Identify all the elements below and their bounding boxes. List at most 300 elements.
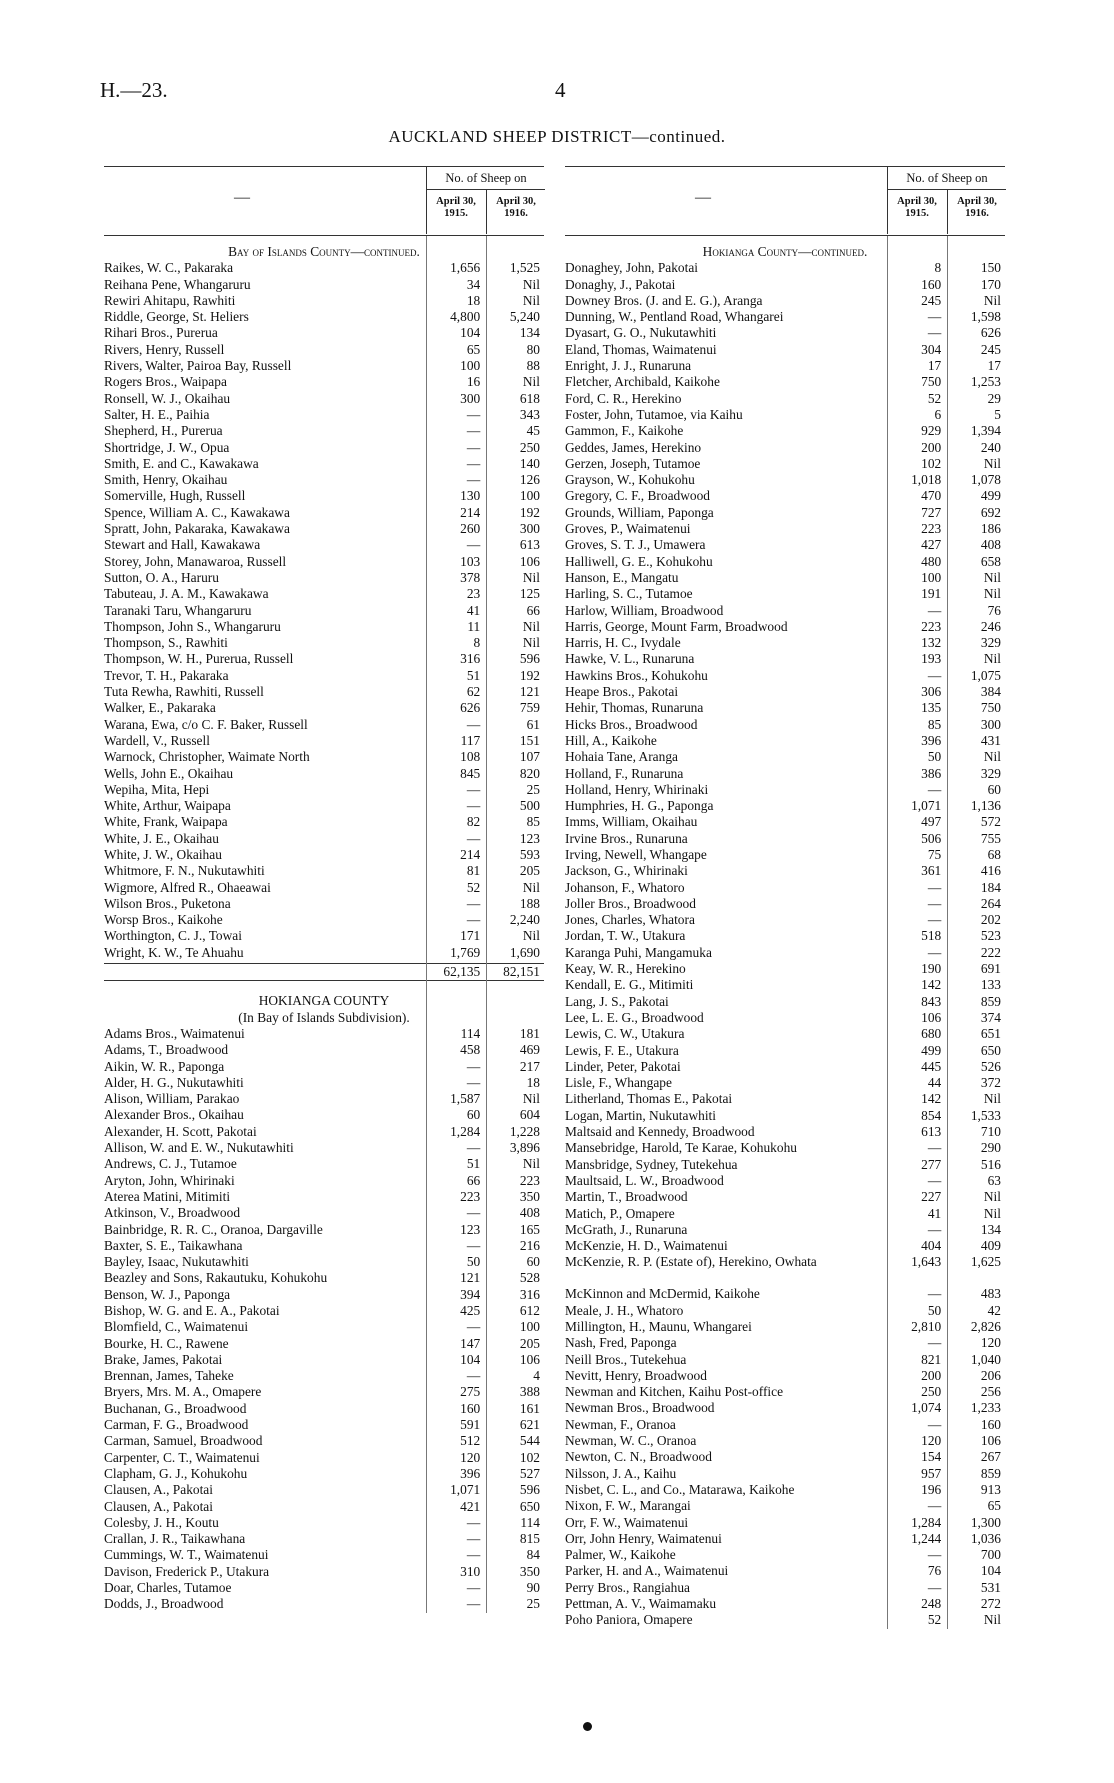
sheep-1915: 396: [460, 1465, 481, 1481]
entry-name: Hokianga County—continued.: [702, 244, 868, 259]
sheep-1915: 51: [466, 667, 481, 683]
sheep-1915: —: [927, 1547, 942, 1563]
sheep-1915: 104: [460, 325, 481, 341]
sheep-1915: 843: [921, 993, 942, 1009]
sheep-1916: 1,625: [970, 1254, 1001, 1270]
entry-name: Poho Paniora, Omapere: [565, 1612, 693, 1628]
sheep-1916: Nil: [522, 276, 540, 292]
sheep-1916: 100: [519, 1319, 540, 1335]
entry-name: White, Arthur, Waipapa: [104, 798, 231, 814]
table-row: [565, 1140, 1005, 1156]
entry-name: Nash, Fred, Paponga: [565, 1335, 677, 1351]
entry-name: Johanson, F., Whatoro: [565, 879, 685, 895]
sheep-1915: 50: [927, 749, 942, 765]
entry-name: Worthington, C. J., Towai: [104, 928, 242, 944]
sheep-1916: 1,078: [970, 472, 1001, 488]
sheep-1915: 65: [466, 341, 481, 357]
entry-name: Cummings, W. T., Waimatenui: [104, 1547, 269, 1563]
sheep-1915: 142: [921, 977, 942, 993]
sheep-1915: 160: [460, 1400, 481, 1416]
entry-name: Mansebridge, Harold, Te Karae, Kohukohu: [565, 1140, 797, 1156]
entry-name: Newton, C. N., Broadwood: [565, 1449, 712, 1465]
entry-name: Salter, H. E., Paihia: [104, 406, 210, 422]
entry-name: Lee, L. E. G., Broadwood: [565, 1009, 704, 1025]
sheep-1916: Nil: [522, 635, 540, 651]
entry-name: Aikin, W. R., Paponga: [104, 1058, 225, 1074]
sheep-1916: 650: [519, 1498, 540, 1514]
sheep-1915: 23: [466, 586, 481, 602]
sheep-1915: 8: [934, 260, 942, 276]
sheep-1916: 1,136: [970, 798, 1001, 814]
entry-name: Adams Bros., Waimatenui: [104, 1025, 245, 1041]
sheep-1915: 248: [921, 1596, 942, 1612]
sheep-1915: 51: [466, 1156, 481, 1172]
entry-name: Colesby, J. H., Koutu: [104, 1514, 219, 1530]
sheep-1915: —: [466, 1596, 481, 1612]
table-row: [565, 863, 1005, 879]
sheep-1915: 427: [921, 537, 942, 553]
entry-name: Walker, E., Pakaraka: [104, 700, 216, 716]
sheep-1916: 290: [980, 1140, 1001, 1156]
entry-name: Kendall, E. G., Mitimiti: [565, 977, 694, 993]
sheep-1916: 1,075: [970, 667, 1001, 683]
table-row: [565, 488, 1005, 504]
sheep-1916: Nil: [522, 1156, 540, 1172]
sheep-1916: 121: [519, 684, 540, 700]
table-row: [104, 521, 544, 537]
entry-name: Ford, C. R., Herekino: [565, 390, 682, 406]
entry-name: Wardell, V., Russell: [104, 732, 210, 748]
entry-name: Fletcher, Archibald, Kaikohe: [565, 374, 720, 390]
sheep-1915: 66: [466, 1172, 481, 1188]
sheep-1915: 114: [460, 1025, 481, 1041]
entry-name: Tabuteau, J. A. M., Kawakawa: [104, 586, 269, 602]
sheep-1916: 18: [526, 1074, 540, 1090]
sheep-1915: 223: [921, 618, 942, 634]
sheep-1915: 306: [921, 684, 942, 700]
table-row: [104, 1384, 544, 1400]
table-row: [565, 684, 1005, 700]
table-row: [565, 358, 1005, 374]
entry-name: Harris, H. C., Ivydale: [565, 635, 681, 651]
sheep-1915: 304: [921, 341, 942, 357]
table-row: [565, 1612, 1005, 1628]
entry-name: Bay of Islands County—continued.: [228, 244, 420, 259]
entry-name: Grounds, William, Paponga: [565, 504, 714, 520]
sheep-1916: 106: [519, 1351, 540, 1367]
sheep-1916: 216: [519, 1237, 540, 1253]
sheep-1916: 264: [980, 895, 1001, 911]
entry-name: Linder, Peter, Pakotai: [565, 1058, 681, 1074]
page-number: 4: [555, 78, 566, 102]
table-row: [104, 945, 544, 961]
table-row: [104, 1026, 544, 1042]
entry-name: Baxter, S. E., Taikawhana: [104, 1237, 243, 1253]
sheep-1916: 240: [980, 439, 1001, 455]
sheep-1915: 512: [460, 1433, 481, 1449]
sheep-1915: —: [466, 781, 481, 797]
sheep-1916: Nil: [983, 1612, 1001, 1628]
sheep-1916: 691: [980, 961, 1001, 977]
sheep-1916: Nil: [522, 569, 540, 585]
sheep-1915: 82: [466, 814, 481, 830]
sheep-1915: 396: [921, 732, 942, 748]
table-header: [565, 166, 1005, 236]
sheep-1916: 267: [980, 1449, 1001, 1465]
sheep-1915: —: [927, 309, 942, 325]
sheep-1916: 483: [980, 1286, 1001, 1302]
sheep-1915: 196: [921, 1481, 942, 1497]
header-date-1916: April 30, 1916.: [486, 190, 545, 234]
table-row: [565, 456, 1005, 472]
sheep-1916: 750: [980, 700, 1001, 716]
sheep-1916: 25: [526, 1596, 540, 1612]
table-row: [565, 1400, 1005, 1416]
sheep-1916: 3,896: [509, 1140, 540, 1156]
table-row: [104, 1319, 544, 1335]
table-row: [565, 1449, 1005, 1465]
sheep-1916: 409: [980, 1238, 1001, 1254]
sheep-1916: 350: [519, 1188, 540, 1204]
sheep-1916: 45: [526, 423, 540, 439]
entry-name: Raikes, W. C., Pakaraka: [104, 260, 234, 276]
entry-name: Rivers, Walter, Pairoa Bay, Russell: [104, 358, 292, 374]
entry-name: Crallan, J. R., Taikawhana: [104, 1531, 246, 1547]
entry-name: Wells, John E., Okaihau: [104, 765, 234, 781]
table-row: [104, 293, 544, 309]
entry-name: Pettman, A. V., Waimamaku: [565, 1596, 717, 1612]
sheep-1915: 160: [921, 276, 942, 292]
sheep-1916: 528: [519, 1270, 540, 1286]
table-row: [565, 749, 1005, 765]
entry-name: Buchanan, G., Broadwood: [104, 1400, 247, 1416]
table-row: [565, 537, 1005, 553]
entry-name: Bourke, H. C., Rawene: [104, 1335, 229, 1351]
sheep-1915: —: [466, 1547, 481, 1563]
sheep-1915: 518: [921, 928, 942, 944]
entry-name: Neill Bros., Tutekehua: [565, 1351, 687, 1367]
sheep-1915: —: [466, 439, 481, 455]
section-heading: [104, 993, 544, 1009]
table-row: [104, 1336, 544, 1352]
entry-name: Jackson, G., Whirinaki: [565, 863, 688, 879]
sheep-1916: 246: [980, 618, 1001, 634]
sheep-1915: 171: [460, 928, 481, 944]
entry-name: Nisbet, C. L., and Co., Matarawa, Kaikohe: [565, 1481, 795, 1497]
entry-name: Allison, W. and E. W., Nukutawhiti: [104, 1140, 294, 1156]
entry-name: White, Frank, Waipapa: [104, 814, 228, 830]
sheep-1915: 117: [460, 732, 481, 748]
sheep-1915: 41: [927, 1205, 942, 1221]
table-row: [565, 1206, 1005, 1222]
table-row: [104, 358, 544, 374]
sheep-1915: 1,656: [450, 260, 481, 276]
entry-name: Martin, T., Broadwood: [565, 1189, 688, 1205]
sheep-1916: 1,598: [970, 309, 1001, 325]
sheep-1915: 62: [466, 684, 481, 700]
header-dash: —: [695, 189, 711, 206]
left-table-body: [104, 236, 544, 1613]
sheep-1916: 300: [519, 521, 540, 537]
entry-name: Jordan, T. W., Utakura: [565, 928, 686, 944]
table-row: [104, 1531, 544, 1547]
sheep-1915: 275: [460, 1384, 481, 1400]
sheep-1915: 499: [921, 1042, 942, 1058]
entry-name: Carman, F. G., Broadwood: [104, 1417, 249, 1433]
sheep-1916: Nil: [522, 374, 540, 390]
table-row: [104, 896, 544, 912]
sheep-1916: Nil: [522, 618, 540, 634]
table-row: [104, 1173, 544, 1189]
table-row: [565, 700, 1005, 716]
sheep-1916: 384: [980, 684, 1001, 700]
page-reference: H.—23.: [100, 78, 168, 102]
sheep-1915: 404: [921, 1238, 942, 1254]
sheep-1915: 250: [921, 1384, 942, 1400]
sheep-1916: 755: [980, 830, 1001, 846]
sheep-1915: 957: [921, 1465, 942, 1481]
table-row: [565, 1303, 1005, 1319]
table-row: [565, 1075, 1005, 1091]
sheep-1915: —: [466, 1368, 481, 1384]
sheep-1916: 859: [980, 1465, 1001, 1481]
sheep-1915: 214: [460, 504, 481, 520]
sheep-1916: 106: [519, 553, 540, 569]
entry-name: Lisle, F., Whangape: [565, 1075, 672, 1091]
sheep-1915: —: [927, 895, 942, 911]
entry-name: Davison, Frederick P., Utakura: [104, 1563, 270, 1579]
sheep-1916: 408: [980, 537, 1001, 553]
sheep-1916: 612: [519, 1303, 540, 1318]
entry-name: Lang, J. S., Pakotai: [565, 993, 669, 1009]
sheep-1916: 544: [519, 1433, 540, 1449]
entry-name: Smith, Henry, Okaihau: [104, 472, 228, 488]
sheep-1916: 76: [987, 602, 1001, 618]
sheep-1916: 531: [980, 1579, 1001, 1595]
table-row: [104, 1222, 544, 1238]
sheep-1915: —: [927, 667, 942, 683]
table-row: [104, 717, 544, 733]
sheep-1916: 133: [980, 977, 1001, 993]
sheep-1916: 192: [519, 504, 540, 520]
sheep-1916: 68: [987, 846, 1001, 862]
table-row: [104, 407, 544, 423]
sheep-1916: 82,151: [503, 964, 540, 980]
table-row: [565, 1010, 1005, 1026]
entry-name: Adams, T., Broadwood: [104, 1042, 229, 1058]
table-row: [565, 277, 1005, 293]
entry-name: (In Bay of Islands Subdivision).: [238, 1009, 410, 1025]
entry-name: Alexander Bros., Okaihau: [104, 1107, 244, 1123]
entry-name: McGrath, J., Runaruna: [565, 1221, 688, 1237]
sheep-1916: 272: [980, 1596, 1001, 1612]
table-row: [104, 733, 544, 749]
table-row: [565, 586, 1005, 602]
sheep-1916: 618: [519, 390, 540, 406]
sheep-1915: —: [927, 602, 942, 618]
entry-name: Irvine Bros., Runaruna: [565, 830, 688, 846]
table-row: [104, 505, 544, 521]
entry-name: Thompson, John S., Whangaruru: [104, 618, 281, 634]
page-title: AUCKLAND SHEEP DISTRICT—continued.: [388, 127, 726, 146]
sheep-1916: 329: [980, 635, 1001, 651]
sheep-1915: 750: [921, 374, 942, 390]
entry-name: Bayley, Isaac, Nukutawhiti: [104, 1254, 249, 1270]
sheep-1915: —: [466, 716, 481, 732]
table-row: [565, 766, 1005, 782]
sheep-1916: Nil: [983, 455, 1001, 471]
sheep-1915: 727: [921, 504, 942, 520]
table-row: [565, 1498, 1005, 1514]
header-date-1915: April 30, 1915.: [887, 190, 946, 234]
entry-name: Wepiha, Mita, Hepi: [104, 781, 210, 797]
table-row: [565, 1026, 1005, 1042]
sheep-1916: 815: [519, 1531, 540, 1547]
entry-name: Doar, Charles, Tutamoe: [104, 1580, 232, 1596]
table-row: [565, 1335, 1005, 1351]
entry-name: Atkinson, V., Broadwood: [104, 1205, 241, 1221]
entry-name: Alison, William, Parakao: [104, 1091, 240, 1107]
sheep-1915: 1,244: [911, 1530, 942, 1546]
entry-name: Smith, E. and C., Kawakawa: [104, 455, 259, 471]
entry-name: McKenzie, R. P. (Estate of), Herekino, Owhata: [565, 1254, 817, 1270]
sheep-1915: 17: [927, 358, 942, 374]
sheep-1915: 1,643: [911, 1254, 942, 1270]
table-row: [565, 651, 1005, 667]
entry-name: Dyasart, G. O., Nukutawhiti: [565, 325, 717, 341]
sheep-1916: 626: [980, 325, 1001, 341]
sheep-1916: 913: [980, 1481, 1001, 1497]
sheep-1915: —: [927, 1140, 942, 1156]
sheep-1916: 526: [980, 1058, 1001, 1074]
entry-name: Mansbridge, Sydney, Tutekehua: [565, 1156, 738, 1172]
sheep-1916: 100: [519, 488, 540, 504]
sheep-1916: 692: [980, 504, 1001, 520]
entry-name: Foster, John, Tutamoe, via Kaihu: [565, 406, 743, 422]
sheep-1915: —: [927, 1579, 942, 1595]
sheep-1916: 859: [980, 993, 1001, 1009]
sheep-1916: 80: [526, 341, 540, 357]
entry-name: Warnock, Christopher, Waimate North: [104, 749, 310, 765]
sheep-1915: 154: [921, 1449, 942, 1465]
entry-name: Bryers, Mrs. M. A., Omapere: [104, 1384, 262, 1400]
section-subheading: [104, 1010, 544, 1026]
entry-name: Thompson, S., Rawhiti: [104, 635, 228, 651]
entry-name: Holland, F., Runaruna: [565, 765, 684, 781]
sheep-1915: 1,071: [911, 798, 942, 814]
sheep-1915: 506: [921, 830, 942, 846]
total-row: [104, 963, 544, 981]
entry-name: Benson, W. J., Paponga: [104, 1286, 231, 1302]
sheep-1916: Nil: [522, 879, 540, 895]
header-dash: —: [234, 189, 250, 206]
sheep-1915: —: [927, 1498, 942, 1514]
table-row: [104, 1189, 544, 1205]
sheep-1915: —: [927, 1221, 942, 1237]
sheep-1915: 44: [927, 1075, 942, 1091]
sheep-1916: Nil: [983, 749, 1001, 765]
table-row: [565, 342, 1005, 358]
section-heading: [104, 244, 544, 260]
sheep-1915: —: [466, 912, 481, 928]
sheep-1916: 572: [980, 814, 1001, 830]
sheep-1915: 421: [460, 1498, 481, 1514]
sheep-1915: —: [466, 1514, 481, 1530]
sheep-1916: 1,036: [970, 1530, 1001, 1546]
sheep-1915: —: [466, 472, 481, 488]
sheep-1915: 626: [460, 700, 481, 716]
sheep-1916: 651: [980, 1026, 1001, 1042]
table-row: [104, 1352, 544, 1368]
table-row: [104, 586, 544, 602]
table-row: [565, 1417, 1005, 1433]
table-row: [104, 1580, 544, 1596]
table-row: [104, 766, 544, 782]
entry-name: Harris, George, Mount Farm, Broadwood: [565, 618, 788, 634]
sheep-1916: 60: [987, 781, 1001, 797]
sheep-1915: 191: [921, 586, 942, 602]
entry-name: Tuta Rewha, Rawhiti, Russell: [104, 684, 264, 700]
entry-name: Groves, S. T. J., Umawera: [565, 537, 706, 553]
sheep-1916: 650: [980, 1042, 1001, 1058]
sheep-1915: 120: [460, 1449, 481, 1465]
sheep-1915: 680: [921, 1026, 942, 1042]
entry-name: Riddle, George, St. Heliers: [104, 309, 249, 325]
sheep-1915: 142: [921, 1091, 942, 1107]
entry-name: Irving, Newell, Whangape: [565, 846, 707, 862]
sheep-1916: Nil: [983, 1189, 1001, 1205]
sheep-1915: —: [466, 406, 481, 422]
entry-name: Imms, William, Okaihau: [565, 814, 698, 830]
table-row: [104, 1417, 544, 1433]
table-row: [104, 1482, 544, 1498]
entry-name: Storey, John, Manawaroa, Russell: [104, 553, 287, 569]
sheep-1916: 165: [519, 1221, 540, 1237]
entry-name: Newman, W. C., Oranoa: [565, 1433, 697, 1449]
entry-name: Clausen, A., Pakotai: [104, 1498, 213, 1514]
table-row: [104, 912, 544, 928]
table-row: [565, 1352, 1005, 1368]
sheep-1915: 108: [460, 749, 481, 765]
sheep-1915: 1,018: [911, 472, 942, 488]
sheep-1916: 5,240: [509, 309, 540, 325]
sheep-1916: 205: [519, 863, 540, 879]
sheep-1916: 256: [980, 1384, 1001, 1400]
sheep-1915: 613: [921, 1124, 942, 1140]
entry-name: Keay, W. R., Herekino: [565, 961, 686, 977]
header-group: No. of Sheep on: [887, 167, 1006, 190]
sheep-1916: 1,300: [970, 1514, 1001, 1530]
sheep-1916: 181: [519, 1025, 540, 1041]
table-row: [104, 1450, 544, 1466]
table-row: [565, 1482, 1005, 1498]
sheep-1916: 516: [980, 1156, 1001, 1172]
right-column: [565, 166, 1005, 1629]
sheep-1915: 214: [460, 846, 481, 862]
sheep-1916: 170: [980, 276, 1001, 292]
sheep-1915: —: [466, 537, 481, 553]
entry-name: Rivers, Henry, Russell: [104, 341, 225, 357]
entry-name: Newman and Kitchen, Kaihu Post-office: [565, 1384, 784, 1400]
sheep-1915: 60: [466, 1107, 481, 1123]
table-row: [565, 994, 1005, 1010]
table-row: [565, 1515, 1005, 1531]
table-row: [565, 391, 1005, 407]
entry-name: Lewis, C. W., Utakura: [565, 1026, 685, 1042]
sheep-1916: 1,228: [509, 1123, 540, 1139]
sheep-1916: 374: [980, 1009, 1001, 1025]
table-row: [565, 1547, 1005, 1563]
